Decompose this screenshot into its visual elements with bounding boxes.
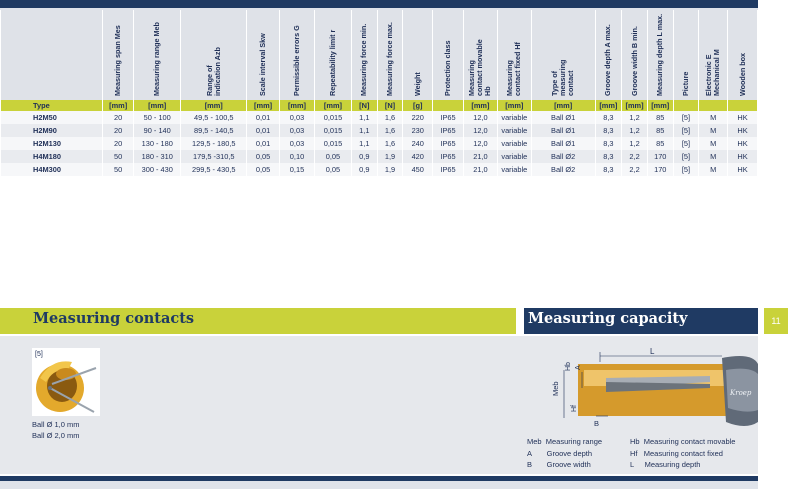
unit-cell: [mm] xyxy=(314,100,351,111)
diagram-label-hb: Hb xyxy=(565,362,572,371)
table-cell: 2,2 xyxy=(622,163,648,176)
table-cell: 0,05 xyxy=(247,163,280,176)
legend-text: Measuring contact fixed xyxy=(643,449,723,458)
table-cell: 90 - 140 xyxy=(134,124,181,137)
legend-text: Measuring range xyxy=(545,437,603,446)
header-cell: Measuring force min. xyxy=(359,23,369,96)
table-cell: 21,0 xyxy=(463,163,497,176)
table-row xyxy=(1,111,758,124)
table-cell: 170 xyxy=(647,163,673,176)
header-cell: Type of measuring contact xyxy=(550,59,576,96)
table-cell: 0,01 xyxy=(247,137,280,150)
table-cell: 300 - 430 xyxy=(134,163,181,176)
unit-cell: [mm] xyxy=(622,100,648,111)
table-cell: 1,1 xyxy=(351,124,377,137)
table-cell: 8,3 xyxy=(595,137,622,150)
table-cell: 12,0 xyxy=(463,137,497,150)
table-cell: 8,3 xyxy=(595,163,622,176)
table-cell: 8,3 xyxy=(595,150,622,163)
table-cell: variable xyxy=(497,163,531,176)
table-cell: 0,03 xyxy=(280,124,315,137)
table-cell: HK xyxy=(728,137,758,150)
legend-key: Hf xyxy=(630,449,638,458)
picture-label: [5] xyxy=(35,351,43,358)
header-cell: Weight xyxy=(412,72,422,96)
table-row xyxy=(1,163,758,176)
table-cell: HK xyxy=(728,111,758,124)
header-blank xyxy=(1,10,103,100)
type-cell: H4M180 xyxy=(1,150,103,163)
header-cell: Measuring depth L max. xyxy=(655,13,665,96)
ball-1-label: Ball Ø 1,0 mm xyxy=(32,420,80,429)
table-cell: Ball Ø1 xyxy=(531,124,595,137)
unit-cell: [mm] xyxy=(134,100,181,111)
table-cell: M xyxy=(699,111,728,124)
table-cell: 0,01 xyxy=(247,124,280,137)
table-cell: M xyxy=(699,124,728,137)
legend-key: Meb xyxy=(527,437,542,446)
contact-picture xyxy=(32,348,100,416)
type-cell: H4M300 xyxy=(1,163,103,176)
units-row xyxy=(1,100,758,111)
table-cell: 50 xyxy=(103,150,134,163)
table-cell: [5] xyxy=(673,150,699,163)
legend-key: A xyxy=(527,449,533,458)
legend-l xyxy=(630,460,700,469)
table-cell: 1,6 xyxy=(377,111,403,124)
table-cell: [5] xyxy=(673,111,699,124)
table-cell: 129,5 - 180,5 xyxy=(181,137,247,150)
measuring-contacts-header xyxy=(0,308,516,334)
table-cell: variable xyxy=(497,137,531,150)
table-cell: 0,015 xyxy=(314,137,351,150)
diagram-label-b: B xyxy=(594,419,600,428)
legend-key: Hb xyxy=(630,437,640,446)
table-cell: variable xyxy=(497,124,531,137)
header-cell: Measuring force max. xyxy=(385,22,394,96)
header-cell: Repeatability limit r xyxy=(327,29,337,96)
table-cell: 20 xyxy=(103,124,134,137)
unit-cell xyxy=(433,100,464,111)
table-cell: 1,1 xyxy=(351,111,377,124)
unit-cell: [N] xyxy=(377,100,403,111)
table-cell: 0,05 xyxy=(247,150,280,163)
table-cell: 1,2 xyxy=(622,111,648,124)
table-cell: IP65 xyxy=(433,137,464,150)
table-cell: [5] xyxy=(673,137,699,150)
header-cell: Wooden box xyxy=(737,53,747,96)
type-cell: H2M90 xyxy=(1,124,103,137)
measuring-capacity-diagram xyxy=(520,340,758,432)
header-cell: Measuring range Meb xyxy=(152,22,162,96)
legend-key: B xyxy=(527,460,533,469)
table-cell: 0,05 xyxy=(314,163,351,176)
legend-key: L xyxy=(630,460,635,469)
table-cell: M xyxy=(699,163,728,176)
unit-cell: [mm] xyxy=(463,100,497,111)
table-cell: 12,0 xyxy=(463,111,497,124)
header-cell: Protection class xyxy=(443,40,453,96)
table-cell: IP65 xyxy=(433,150,464,163)
table-cell: 299,5 - 430,5 xyxy=(181,163,247,176)
header-cell: Electronic E Mechanical M xyxy=(704,49,722,96)
table-cell: 170 xyxy=(647,150,673,163)
unit-cell: [mm] xyxy=(647,100,673,111)
table-cell: 1,2 xyxy=(622,137,648,150)
unit-cell: [mm] xyxy=(280,100,315,111)
table-cell: 85 xyxy=(647,137,673,150)
header-cell: Range of indication Azb xyxy=(204,47,222,96)
table-cell: 8,3 xyxy=(595,111,622,124)
table-cell: 20 xyxy=(103,137,134,150)
diagram-label-a: A xyxy=(575,365,582,370)
table-cell: 0,9 xyxy=(351,163,377,176)
bottom-bar-light xyxy=(0,481,758,489)
spec-table xyxy=(1,10,758,176)
table-cell: 130 - 180 xyxy=(134,137,181,150)
table-cell: 85 xyxy=(647,111,673,124)
table-cell: 1,6 xyxy=(377,137,403,150)
table-cell: 0,03 xyxy=(280,111,315,124)
table-cell: 1,9 xyxy=(377,163,403,176)
type-cell: H2M130 xyxy=(1,137,103,150)
ball-contact-illustration xyxy=(32,348,100,416)
unit-cell: [N] xyxy=(351,100,377,111)
table-cell: 1,1 xyxy=(351,137,377,150)
type-cell: H2M50 xyxy=(1,111,103,124)
table-cell: 179,5 -310,5 xyxy=(181,150,247,163)
unit-cell xyxy=(673,100,699,111)
unit-cell: [mm] xyxy=(531,100,595,111)
table-cell: 0,015 xyxy=(314,111,351,124)
legend-a xyxy=(527,449,592,458)
table-cell: 1,2 xyxy=(622,124,648,137)
table-cell: M xyxy=(699,150,728,163)
unit-cell: [mm] xyxy=(247,100,280,111)
table-cell: 450 xyxy=(403,163,433,176)
table-cell: 220 xyxy=(403,111,433,124)
table-cell: 240 xyxy=(403,137,433,150)
table-cell: 50 xyxy=(103,163,134,176)
table-cell: Ball Ø2 xyxy=(531,163,595,176)
unit-cell: [mm] xyxy=(595,100,622,111)
table-cell: 2,2 xyxy=(622,150,648,163)
legend-text: Groove depth xyxy=(546,449,593,458)
type-label: Type xyxy=(1,100,103,111)
table-cell: 0,9 xyxy=(351,150,377,163)
table-cell: [5] xyxy=(673,124,699,137)
top-bar xyxy=(0,0,758,8)
table-cell: variable xyxy=(497,150,531,163)
diagram-label-hf: Hf xyxy=(571,405,578,412)
table-cell: [5] xyxy=(673,163,699,176)
header-cell: Measuring contact fixed Hf xyxy=(505,42,523,96)
diagram-label-l: L xyxy=(650,347,655,356)
table-cell: 1,9 xyxy=(377,150,403,163)
measuring-contacts-title: Measuring contacts xyxy=(33,310,195,327)
unit-cell: [mm] xyxy=(497,100,531,111)
table-cell: HK xyxy=(728,163,758,176)
legend-text: Measuring contact movable xyxy=(643,437,736,446)
header-cell: Scale interval Skw xyxy=(258,33,268,96)
table-cell: Ball Ø2 xyxy=(531,150,595,163)
header-cell: Permissible errors G xyxy=(292,25,301,96)
table-cell: 0,015 xyxy=(314,124,351,137)
brand-text: Kroep xyxy=(730,389,752,397)
header-cell: Groove width B min. xyxy=(629,26,639,96)
table-cell: IP65 xyxy=(433,163,464,176)
table-cell: Ball Ø1 xyxy=(531,137,595,150)
unit-cell: [g] xyxy=(403,100,433,111)
legend-text: Groove width xyxy=(546,460,591,469)
table-cell: HK xyxy=(728,124,758,137)
table-cell: IP65 xyxy=(433,111,464,124)
table-row xyxy=(1,150,758,163)
table-cell: 8,3 xyxy=(595,124,622,137)
table-cell: 50 - 100 xyxy=(134,111,181,124)
table-cell: HK xyxy=(728,150,758,163)
unit-cell xyxy=(728,100,758,111)
legend-meb xyxy=(527,437,602,446)
table-cell: 420 xyxy=(403,150,433,163)
table-row xyxy=(1,124,758,137)
table-cell: 0,10 xyxy=(280,150,315,163)
table-row xyxy=(1,137,758,150)
table-cell: 0,03 xyxy=(280,137,315,150)
table-cell: Ball Ø1 xyxy=(531,111,595,124)
table-cell: 12,0 xyxy=(463,124,497,137)
table-cell: 20 xyxy=(103,111,134,124)
header-cell: Picture xyxy=(680,71,690,96)
page-number: 11 xyxy=(764,308,788,334)
unit-cell: [mm] xyxy=(103,100,134,111)
table-cell: 180 - 310 xyxy=(134,150,181,163)
legend-b xyxy=(527,460,591,469)
table-cell: 85 xyxy=(647,124,673,137)
measuring-capacity-title: Measuring capacity xyxy=(528,310,688,327)
table-cell: 0,15 xyxy=(280,163,315,176)
diagram-label-meb: Meb xyxy=(551,381,560,396)
header-cell: Groove depth A max. xyxy=(603,24,613,96)
header-cell: Measuring span Mes xyxy=(113,25,123,96)
table-cell: 49,5 - 100,5 xyxy=(181,111,247,124)
unit-cell: [mm] xyxy=(181,100,247,111)
table-cell: M xyxy=(699,137,728,150)
table-cell: variable xyxy=(497,111,531,124)
table-cell: IP65 xyxy=(433,124,464,137)
legend-hf xyxy=(630,449,723,458)
legend-hb xyxy=(630,437,735,446)
table-cell: 230 xyxy=(403,124,433,137)
header-cell: Measuring contact movable Hb xyxy=(467,39,493,96)
table-cell: 0,01 xyxy=(247,111,280,124)
table-cell: 1,6 xyxy=(377,124,403,137)
table-cell: 21,0 xyxy=(463,150,497,163)
table-cell: 89,5 - 140,5 xyxy=(181,124,247,137)
legend-text: Measuring depth xyxy=(644,460,701,469)
unit-cell xyxy=(699,100,728,111)
table-cell: 0,05 xyxy=(314,150,351,163)
measuring-capacity-header xyxy=(524,308,758,334)
ball-2-label: Ball Ø 2,0 mm xyxy=(32,431,80,440)
